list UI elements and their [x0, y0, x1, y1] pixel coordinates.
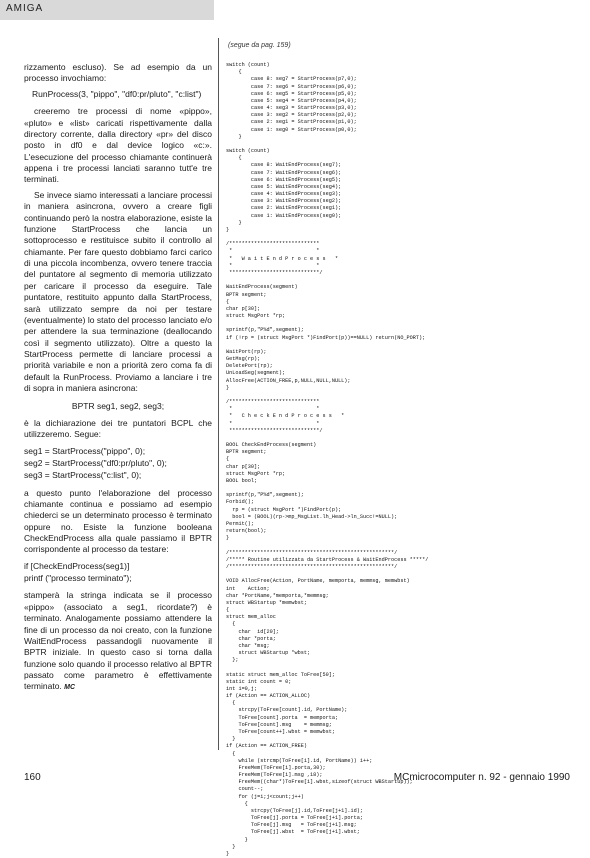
- paragraph-3: Se invece siamo interessati a lanciare processi in maniera asincrona, ovvero a creare figli continuando però la nostra elaborazione, esiste la funzione StartProcess che lancia un sottoprocesso e restituisce subito il controllo al chiamante. Per fare questo dobbiamo farci carico di una piccola incombenza, ovvero tenere traccia del puntatore al segmento di memoria utilizzato per caricare il processo da eseguire. Tale puntatore, restituito appunto dalla StartProcess, sarà utilizzato sempre da noi per testare (eventualmente) lo stato del processo lanciato e/o per attendere la sua terminazione (deallocando così il segmento utilizzato). Oltre a questo la StartProcess permette di lanciare processi a priorità variabile e non a priorità zero coma fa di default la RunProcess. Proviamo a lanciare i tre di sopra in maniera asincrona:: [24, 189, 212, 394]
- code-line-printf: printf ("processo terminato");: [24, 573, 132, 584]
- paragraph-6: [24, 590, 212, 692]
- code-example-checkend: [24, 560, 212, 585]
- section-label: AMIGA: [6, 3, 44, 14]
- decl-line-1: seg1 = StartProcess("pippo", 0);: [24, 445, 146, 456]
- paragraph-6-text: stamperà la stringa indicata se il processo «pippo» (associato a seg1, ricordate?) è terminato. Analogamente possiamo attendere la fine di un processo da noi creato, con la funzione WaitEndProcess passandogli nuovamente il BPTR iniziale. In questo caso si torna dalla funzione solo quando il processo relativo al BPTR passato come parametro è effettivamente terminato.: [24, 590, 212, 692]
- code-line-if: if [CheckEndProcess(seg1)]: [24, 560, 130, 571]
- decl-line-3: seg3 = StartProcess("c:list", 0);: [24, 470, 142, 481]
- code-example-bptr: BPTR seg1, seg2, seg3;: [71, 400, 165, 411]
- decl-line-2: seg2 = StartProcess("df0:pr/pluto", 0);: [24, 457, 167, 468]
- code-example-startprocess: [24, 445, 212, 482]
- paragraph-2: creeremo tre processi di nome «pippo», «pluto» e «list» caricati rispettivamente dalla directory corrente, dalla directory «pr» del disco posto in df0 e dal device logico «c:». L'esecuzione del processo chiamante continuerà appena i tre processi lanciati saranno tutt'e tre terminati.: [24, 106, 212, 185]
- article-left-column: [24, 62, 212, 697]
- paragraph-4: è la dichiarazione dei tre puntatori BCPL che utilizzeremo. Segue:: [24, 417, 212, 440]
- code-listing: switch (count) { case 8: seg7 = StartProcess(p7,0); case 7: seg6 = StartProcess(p6,0); case 6: seg5 = StartProcess(p5,0); case 5: seg4 = StartProcess(p4,0); case 4: seg3 = StartProcess(p3,0); case 3: seg2 = StartProcess(p2,0); case 2: seg1 = StartProcess(p1,0); case 1: seg0 = StartProcess(p0,0); } switch (count) { case 8: WaitEndProcess(seg7); case 7: WaitEndProcess(seg6); case 6: WaitEndProcess(seg5); case 5: WaitEndProcess(seg4); case 4: WaitEndProcess(seg3); case 3: WaitEndProcess(seg2); case 2: WaitEndProcess(seg1); case 1: WaitEndProcess(seg0); } } /***************************** * * * W a i t E n d P r o c e s s * * * *****************************/ WaitEndProcess(segment) BPTR segment; { char p[30]; struct MsgPort *rp; sprintf(p,"P%d",segment); if (!rp = (struct MsgPort *)FindPort(p))==NULL) return(NO_PORT); WaitPort(rp); GetMsg(rp); DeletePort(rp); UnLoadSeg(segment); AllocFree(ACTION_FREE,p,NULL,NULL,NULL); } /***************************** * * * C h e c k E n d P r o c e s s * * * *****************************/ BOOL CheckEndProcess(segment) BPTR segment; { char p[30]; struct MsgPort *rp; BOOL bool; sprintf(p,"P%d",segment); Forbid(); rp = (struct MsgPort *)FindPort(p); bool = (BOOL)(rp->mp_MsgList.lh_Head->ln_Succ!=NULL); Permit(); return(bool); } /*****************************************************/ /***** Routine utilizzata da StartProcess & WaitEndProcess *****/ /*****************************************************/ VOID AllocFree(Action, PortName, memporta, memmsg, memwbst) int Action; char *PortName,*memporta,*memmsg; struct WBStartup *memwbst; { struct mem_alloc { char id[20]; char *porta; char *msg; struct WBStartup *wbst; }; static struct mem_alloc ToFree[50]; static int count = 0; int i=0,j; if (Action == ACTION_ALLOC) { strcpy(ToFree[count].id, PortName); ToFree[count].porta = memporta; ToFree[count].msg = memmsg; ToFree[count++].wbst = memwbst; } if (Action == ACTION_FREE) { while (strcmp(ToFree[i].id, PortName)) i++; FreeMem(ToFree[i].porta,30); FreeMem(ToFree[i].msg ,18); FreeMem((char*)ToFree[i].wbst,sizeof(struct WBStartup)); count--; for (j=i;j<count;j++) { strcpy(ToFree[j].id,ToFree[j+1].id); ToFree[j].porta = ToFree[j+1].porta; ToFree[j].msg = ToFree[j+1].msg; ToFree[j].wbst = ToFree[j+1].wbst; } } }: [226, 62, 429, 857]
- page-number: 160: [24, 772, 41, 783]
- end-mark: MC: [64, 684, 76, 692]
- continued-note: (segue da pag. 159): [228, 42, 291, 49]
- paragraph-1: rizzamento escluso). Se ad esempio da un processo invochiamo:: [24, 62, 212, 84]
- code-example-runprocess: RunProcess(3, "pippo", "df0:pr/pluto", "c:list"): [32, 88, 202, 99]
- magazine-footer: MCmicrocomputer n. 92 - gennaio 1990: [393, 772, 570, 783]
- paragraph-5: a questo punto l'elaborazione del processo chiamante continua e possiamo ad esempio chiederci se un determinato processo è terminato oppure no. Esiste la funzione booleana CheckEndProcess alla quale passiamo il BPTR corrispondente al processo da testare:: [24, 487, 212, 555]
